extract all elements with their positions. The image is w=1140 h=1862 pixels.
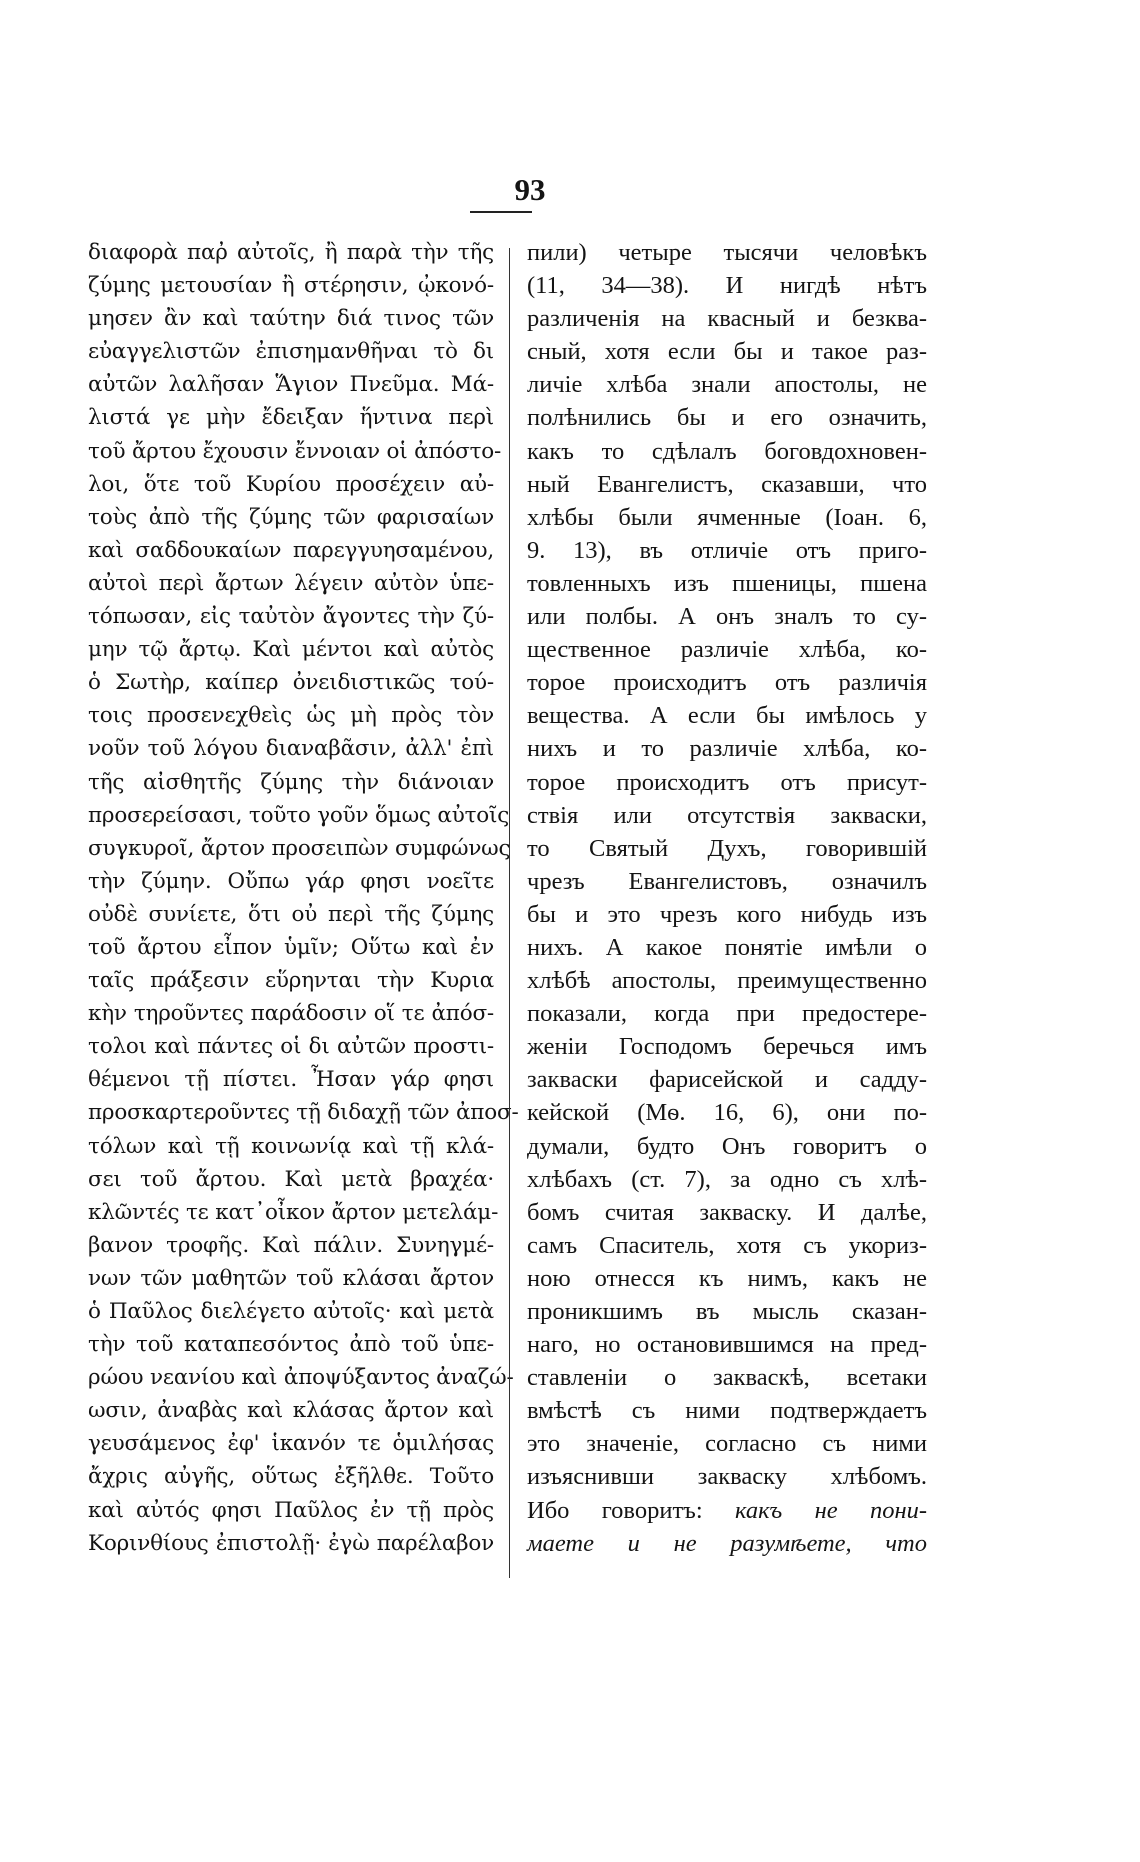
text-line: τὴν ζύμην. Οὔπω γάρ φησι νοεῖτε xyxy=(88,868,494,894)
text-line: λιστά γε μὴν ἔδειξαν ἥντινα περὶ xyxy=(88,405,494,431)
text-line: нихъ и то различіе хлѣба, ко- xyxy=(527,735,927,763)
text-line: κλῶντές τε κατ᾿οἶκον ἄρτον μετελάμ- xyxy=(88,1199,499,1225)
text-line: изъяснивши закваску хлѣбомъ. xyxy=(527,1463,927,1491)
text-line: τολοι καὶ πάντες οἱ δι αὐτῶν προστι- xyxy=(88,1034,494,1060)
text-line: хлѣбы были ячменные (Іоан. 6, xyxy=(527,503,927,531)
text-line: вещества. А если бы имѣлось у xyxy=(527,702,927,730)
text-line: полѣнились бы и его означить, xyxy=(527,404,927,432)
text-line: кейской (Мѳ. 16, 6), они по- xyxy=(527,1099,927,1127)
text-line: пили) четыре тысячи человѣкъ xyxy=(527,239,927,266)
text-line: наго, но остановившимся на пред- xyxy=(527,1331,927,1359)
text-line: ζύμης μετουσίαν ἢ στέρησιν, ᾠκονό- xyxy=(88,273,494,299)
text-line: διαφορὰ παῤ αὐτοῖς, ἢ παρὰ τὴν τῆς xyxy=(88,240,494,265)
text-line: τοῦ ἄρτου εἶπον ὑμῖν; Οὕτω καὶ ἐν xyxy=(88,934,494,960)
text-line: закваски фарисейской и садду- xyxy=(527,1066,927,1094)
text-line-mixed xyxy=(527,1494,927,1527)
text-line: λοι, ὅτε τοῦ Κυρίου προσέχειν αὐ- xyxy=(88,471,494,497)
text-line: то Святый Духъ, говорившій xyxy=(527,834,927,862)
text-line: κὴν τηροῦντες παράδοσιν οἵ τε ἀπόσ- xyxy=(88,1001,494,1027)
text-line: ствія или отсутствія закваски, xyxy=(527,801,927,829)
right-column-russian-text xyxy=(527,236,927,1560)
text-line: καὶ αὐτός φησι Παῦλος ἐν τῇ πρὸς xyxy=(88,1497,494,1523)
text-line: τὴν τοῦ καταπεσόντος ἀπὸ τοῦ ὑπε- xyxy=(88,1332,494,1358)
text-line: τόλων καὶ τῇ κοινωνίᾳ καὶ τῇ κλά- xyxy=(88,1133,494,1159)
text-line: μην τῷ ἄρτῳ. Καὶ μέντοι καὶ αὐτὸς xyxy=(88,637,494,663)
text-line: ὁ Παῦλος διελέγετο αὐτοῖς· καὶ μετὰ xyxy=(88,1299,494,1324)
text-line: καὶ σαδδουκαίων παρεγγυησαμένου, xyxy=(88,537,494,563)
text-line: μησεν ἂν καὶ ταύτην διά τινος τῶν xyxy=(88,306,494,332)
text-line: Κορινθίους ἐπιστολῇ· ἐγὼ παρέλαβον xyxy=(88,1530,494,1556)
text-line: 9. 13), въ отличіе отъ приго- xyxy=(527,536,927,564)
text-line: различенія на квасный и безква- xyxy=(527,305,927,333)
text-line: τῆς αἰσθητῆς ζύμης τὴν διάνοιαν xyxy=(88,769,494,795)
text-line: συγκυροῖ, ἄρτον προσειπὼν συμφώνως xyxy=(88,835,511,861)
text-line: τοῦ ἄρτου ἔχουσιν ἔννοιαν οἱ ἀπόστο- xyxy=(88,438,502,464)
text-line: нихъ. А какое понятіе имѣли о xyxy=(527,933,927,961)
text-line: хлѣбѣ апостолы, преимущественно xyxy=(527,967,927,995)
text-line: ἄχρις αὐγῆς, οὕτως ἐξῆλθε. Τοῦτο xyxy=(88,1464,494,1490)
text-line: торое происходитъ отъ различія xyxy=(527,669,927,697)
text-line: αὐτοὶ περὶ ἄρτων λέγειν αὐτὸν ὑπε- xyxy=(88,570,494,596)
text-line: ною отнесся къ нимъ, какъ не xyxy=(527,1264,927,1292)
text-line: ставленіи о закваскѣ, всетаки xyxy=(527,1364,927,1392)
left-column-greek-text xyxy=(88,236,519,1560)
text-line: или полбы. А онъ зналъ то су- xyxy=(527,603,927,631)
text-line: σει τοῦ ἄρτου. Καὶ μετὰ βραχέα· xyxy=(88,1166,494,1192)
text-line: самъ Спаситель, хотя съ укориз- xyxy=(527,1231,927,1259)
text-line: προσερείσασι, τοῦτο γοῦν ὅμως αὐτοῖς xyxy=(88,802,510,828)
page-number-rule xyxy=(470,211,532,213)
text-line: νων τῶν μαθητῶν τοῦ κλάσαι ἄρτον xyxy=(88,1265,494,1291)
text-line: щественное различіе хлѣба, ко- xyxy=(527,636,927,664)
text-line: вмѣстѣ съ ними подтверждаетъ xyxy=(527,1397,927,1425)
text-line: εὐαγγελιστῶν ἐπισημανθῆναι τὸ δι xyxy=(88,339,494,365)
text-line: τοις προσενεχθεὶς ὡς μὴ πρὸς τὸν xyxy=(88,703,494,729)
text-line: торое происходитъ отъ присут- xyxy=(527,768,927,796)
text-line: это значеніе, согласно съ ними xyxy=(527,1430,927,1458)
text-line: ὁ Σωτὴρ, καίπερ ὀνειδιστικῶς τού- xyxy=(88,670,494,696)
text-line-italic xyxy=(527,1527,927,1560)
column-divider xyxy=(509,248,510,1578)
text-line: αὐτῶν λαλῆσαν Ἅγιον Πνεῦμα. Μά- xyxy=(88,372,494,398)
italic-text-segment: маете и не разумѣете, что xyxy=(527,1529,927,1557)
text-line: ный Евангелистъ, сказавши, что xyxy=(527,470,927,498)
text-line: ωσιν, ἀναβὰς καὶ κλάσας ἄρτον καὶ xyxy=(88,1398,494,1424)
text-line: бы и это чрезъ кого нибудь изъ xyxy=(527,900,927,928)
text-line: женіи Господомъ беречься имъ xyxy=(527,1033,927,1061)
text-line: βανον τροφῆς. Καὶ πάλιν. Συνηγμέ- xyxy=(88,1232,494,1258)
page-number: 93 xyxy=(514,172,546,207)
text-line: думали, будто Онъ говоритъ о xyxy=(527,1132,927,1160)
text-line: ταῖς πράξεσιν εὕρηνται τὴν Κυρια xyxy=(88,968,494,994)
text-line: товленныхъ изъ пшеницы, пшена xyxy=(527,569,927,597)
text-line: προσκαρτεροῦντες τῇ διδαχῇ τῶν ἀποσ- xyxy=(88,1100,519,1126)
text-line: какъ то сдѣлалъ боговдохновен- xyxy=(527,437,927,465)
text-line: γευσάμενος ἐφ' ἱκανόν τε ὁμιλήσας xyxy=(88,1431,494,1457)
text-line: τοὺς ἀπὸ τῆς ζύμης τῶν φαρισαίων xyxy=(88,504,494,530)
text-line: личіе хлѣба знали апостолы, не xyxy=(527,371,927,399)
text-line: показали, когда при предостере- xyxy=(527,1000,927,1028)
text-line: θέμενοι τῇ πίστει. Ἦσαν γάρ φησι xyxy=(88,1067,494,1093)
text-line: сный, хотя если бы и такое раз- xyxy=(527,338,927,366)
text-line: хлѣбахъ (ст. 7), за одно съ хлѣ- xyxy=(527,1165,927,1193)
text-line: проникшимъ въ мысль сказан- xyxy=(527,1298,927,1325)
text-line: чрезъ Евангелистовъ, означилъ xyxy=(527,867,927,895)
italic-text-segment: какъ не пони- xyxy=(734,1496,928,1524)
text-segment: Ибо говоритъ: xyxy=(527,1496,703,1524)
text-line: οὐδὲ συνίετε, ὅτι οὐ περὶ τῆς ζύμης xyxy=(88,901,494,927)
text-line: νοῦν τοῦ λόγου διαναβᾶσιν, ἀλλ' ἐπὶ xyxy=(88,736,494,762)
text-line: (11, 34—38). И нигдѣ нѣтъ xyxy=(527,272,927,300)
text-line: бомъ считая закваску. И далѣе, xyxy=(527,1198,927,1226)
text-line: ρώου νεανίου καὶ ἀποψύξαντος ἀναζώ- xyxy=(88,1365,514,1391)
text-line: τόπωσαν, εἰς ταὐτὸν ἄγοντες τὴν ζύ- xyxy=(88,604,494,630)
